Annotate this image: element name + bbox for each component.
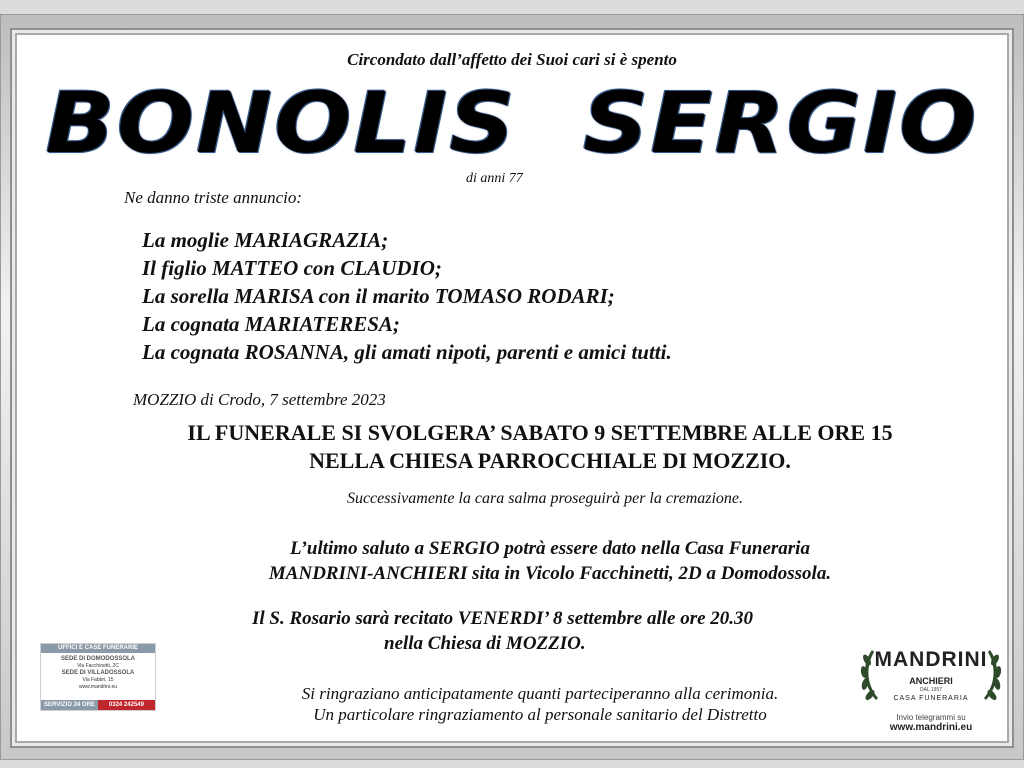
rosary-info bbox=[252, 606, 753, 656]
farewell-info bbox=[0, 536, 1024, 586]
deceased-name: BONOLIS SERGIO bbox=[45, 74, 979, 172]
family-item: La sorella MARISA con il marito TOMASO RODARI; bbox=[142, 284, 615, 308]
logo-brand: MANDRINI bbox=[874, 648, 988, 671]
office-name: SEDE DI VILLADOSSOLA bbox=[61, 670, 135, 676]
announce-line: Ne danno triste annuncio: bbox=[124, 188, 303, 207]
intro-line: Circondato dall’affetto dei Suoi cari si è spento bbox=[347, 50, 677, 69]
family-item: La moglie MARIAGRAZIA; bbox=[142, 228, 389, 252]
logo-tagline: CASA FUNERARIA bbox=[893, 695, 969, 702]
logo-since: DAL 1957 bbox=[919, 687, 943, 693]
office-name: SEDE DI DOMODOSSOLA bbox=[60, 656, 135, 662]
age-line: di anni 77 bbox=[466, 171, 523, 186]
cremation-note: Successivamente la cara salma proseguirà per la cremazione. bbox=[346, 490, 744, 507]
funeral-office-box bbox=[40, 643, 156, 711]
farewell-line: L’ultimo saluto a SERGIO potrà essere dato nella Casa Funeraria bbox=[290, 538, 810, 559]
office-address: Via Fabbri, 15 bbox=[82, 677, 114, 683]
service-label: SERVIZIO 24 ORE bbox=[41, 700, 98, 710]
family-item: Il figlio MATTEO con CLAUDIO; bbox=[142, 256, 442, 280]
logo-website: www.mandrini.eu bbox=[889, 722, 973, 733]
telegram-note: Invio telegrammi su bbox=[896, 713, 966, 722]
family-item: La cognata ROSANNA, gli amati nipoti, parenti e amici tutti. bbox=[142, 340, 672, 364]
rosary-line: nella Chiesa di MOZZIO. bbox=[384, 633, 586, 654]
thanks-line: Si ringraziano anticipatamente quanti parteciperanno alla cerimonia. bbox=[301, 684, 779, 703]
mandrini-logo bbox=[858, 640, 1004, 736]
thanks-line: Un particolare ringraziamento al personale sanitario del Distretto bbox=[313, 705, 767, 724]
funeral-line: NELLA CHIESA PARROCCHIALE DI MOZZIO. bbox=[309, 448, 791, 473]
funeral-info bbox=[0, 419, 1024, 475]
farewell-line: MANDRINI-ANCHIERI sita in Vicolo Facchinetti, 2D a Domodossola. bbox=[268, 563, 832, 584]
office-box-footer bbox=[41, 700, 155, 710]
office-box-header: UFFICI E CASE FUNERARIE bbox=[41, 644, 155, 653]
logo-subtitle: ANCHIERI bbox=[909, 676, 953, 686]
family-item: La cognata MARIATERESA; bbox=[142, 312, 400, 336]
office-website: www.mandrini.eu bbox=[78, 684, 118, 690]
rosary-line: Il S. Rosario sarà recitato VENERDI’ 8 settembre alle ore 20.30 bbox=[252, 608, 754, 629]
funeral-line: IL FUNERALE SI SVOLGERA’ SABATO 9 SETTEMBRE ALLE ORE 15 bbox=[187, 420, 893, 445]
office-address: Via Facchinetti, 2C bbox=[77, 663, 119, 669]
family-list bbox=[142, 226, 672, 366]
place-date: MOZZIO di Crodo, 7 settembre 2023 bbox=[133, 390, 386, 409]
phone-number: 0324 242549 bbox=[98, 700, 155, 710]
